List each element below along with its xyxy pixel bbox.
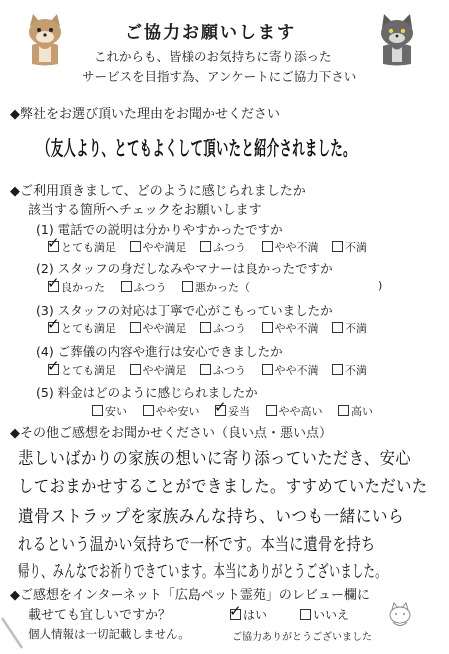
checkbox[interactable]	[338, 405, 349, 416]
checkbox[interactable]	[92, 405, 103, 416]
checkmark-icon: ✓	[47, 274, 60, 292]
checkbox[interactable]	[229, 602, 242, 620]
checkbox[interactable]	[300, 609, 311, 620]
q4-option-dissatisfied[interactable]: やや不満	[262, 364, 319, 377]
checkbox[interactable]	[266, 405, 277, 416]
q3-option-satisfied[interactable]: やや満足	[130, 322, 187, 335]
q1-option-normal[interactable]: ふつう	[200, 241, 246, 254]
checkbox[interactable]	[262, 241, 273, 252]
comment-line-2: しておまかせすることができました。すすめていただいた	[18, 477, 428, 497]
q3-option-dissatisfied[interactable]: やや不満	[262, 322, 319, 335]
q3-option-very-satisfied[interactable]: ✓ とても満足	[47, 315, 116, 335]
review-heading-2: 載せても宜しいですか？	[28, 608, 172, 623]
checkbox[interactable]	[200, 322, 211, 333]
cat-mascot-icon	[372, 12, 422, 67]
checkmark-icon: ✓	[47, 315, 60, 333]
comment-line-3: 遺骨ストラップを家族みんな持ち、いつも一緒にいら	[18, 507, 405, 527]
question-1: (1) 電話での説明は分かりやすかったですか	[36, 222, 283, 237]
pen-mark-icon	[0, 614, 30, 654]
intro-line-2: サービスを目指す為、アンケートにご協力下さい	[82, 69, 357, 84]
q3-option-very-dissatisfied[interactable]: 不満	[332, 322, 367, 335]
question-2: (2) スタッフの身だしなみやマナーは良かったですか	[36, 261, 333, 276]
q2-options	[47, 274, 250, 295]
checkbox[interactable]	[332, 241, 343, 252]
q3-option-normal[interactable]: ふつう	[200, 322, 246, 335]
privacy-note: 個人情報は一切記載しません。	[28, 627, 190, 641]
q5-options	[92, 398, 373, 419]
q2-paren-close: )	[378, 279, 383, 292]
intro-line-1: これからも、皆様のお気持ちに寄り添った	[94, 49, 332, 64]
cat-doodle-icon	[385, 600, 415, 634]
question-5: (5) 料金はどのように感じられましたか	[36, 385, 258, 400]
checkbox[interactable]	[121, 281, 132, 292]
question-4: (4) ご葬儀の内容や進行は安心できましたか	[36, 344, 283, 359]
q1-option-satisfied[interactable]: やや満足	[130, 241, 187, 254]
review-no-option[interactable]: いいえ	[300, 606, 349, 623]
q5-option-somewhat-expensive[interactable]: やや高い	[266, 405, 323, 418]
q4-option-very-dissatisfied[interactable]: 不満	[332, 364, 367, 377]
q5-option-expensive[interactable]: 高い	[338, 405, 373, 418]
q2-option-bad[interactable]: 悪かった（	[182, 281, 250, 294]
thanks-note: ご協力ありがとうございました	[232, 632, 372, 643]
comment-line-4: れるという温かい気持ちで一杯です。本当に遺骨を持ち	[18, 535, 376, 555]
question-3: (3) スタッフの対応は丁寧で心がこもっていましたか	[36, 303, 333, 318]
comment-line-5: 帰り、みんなでお祈りできています。本当にありがとうございました。	[18, 562, 387, 582]
checkbox[interactable]	[332, 364, 343, 375]
checkbox[interactable]	[130, 322, 141, 333]
checkbox[interactable]	[262, 322, 273, 333]
checkbox[interactable]	[47, 234, 60, 252]
checkbox[interactable]	[182, 281, 193, 292]
checkbox[interactable]	[214, 398, 227, 416]
checkbox[interactable]	[47, 357, 60, 375]
checkmark-icon: ✓	[214, 398, 227, 416]
checkbox[interactable]	[47, 315, 60, 333]
q1-option-very-dissatisfied[interactable]: 不満	[332, 241, 367, 254]
q4-option-very-satisfied[interactable]: ✓ とても満足	[47, 357, 116, 377]
dog-mascot-icon	[20, 12, 70, 67]
checkbox[interactable]	[262, 364, 273, 375]
page-title: ご協力お願いします	[125, 23, 296, 43]
impression-heading-2: 該当する箇所へチェックをお願いします	[28, 203, 262, 218]
q1-option-very-satisfied[interactable]: ✓ とても満足	[47, 234, 116, 254]
q5-option-fair[interactable]: ✓ 妥当	[214, 398, 250, 418]
checkbox[interactable]	[200, 364, 211, 375]
comment-line-1: 悲しいばかりの家族の想いに寄り添っていただき、安心	[18, 449, 412, 469]
checkbox[interactable]	[200, 241, 211, 252]
comments-heading: ◆その他ご感想をお聞かせください（良い点・悪い点）	[10, 426, 332, 441]
checkbox[interactable]	[143, 405, 154, 416]
impression-heading: ◆ご利用頂きまして、どのように感じられましたか	[10, 184, 306, 199]
checkmark-icon: ✓	[229, 602, 242, 620]
q5-option-somewhat-cheap[interactable]: やや安い	[143, 405, 200, 418]
q2-option-good[interactable]: ✓ 良かった	[47, 274, 105, 294]
q3-options	[47, 315, 367, 336]
q1-option-dissatisfied[interactable]: やや不満	[262, 241, 319, 254]
q4-option-satisfied[interactable]: やや満足	[130, 364, 187, 377]
q4-options	[47, 357, 367, 378]
reason-heading: ◆弊社をお選び頂いた理由をお聞かせください	[10, 107, 280, 122]
checkmark-icon: ✓	[47, 234, 60, 252]
reason-answer: （友人より、とてもよくして頂いたと紹介されました。	[38, 136, 356, 160]
review-yes-option[interactable]: ✓ はい	[229, 602, 268, 622]
checkbox[interactable]	[130, 364, 141, 375]
checkbox[interactable]	[130, 241, 141, 252]
checkbox[interactable]	[332, 322, 343, 333]
checkmark-icon: ✓	[47, 357, 60, 375]
q1-options	[47, 234, 367, 255]
q5-option-cheap[interactable]: 安い	[92, 405, 127, 418]
review-heading: ◆ご感想をインターネット「広島ペット霊苑」のレビュー欄に	[10, 588, 370, 603]
q2-option-normal[interactable]: ふつう	[121, 281, 167, 294]
q4-option-normal[interactable]: ふつう	[200, 364, 246, 377]
checkbox[interactable]	[47, 274, 60, 292]
